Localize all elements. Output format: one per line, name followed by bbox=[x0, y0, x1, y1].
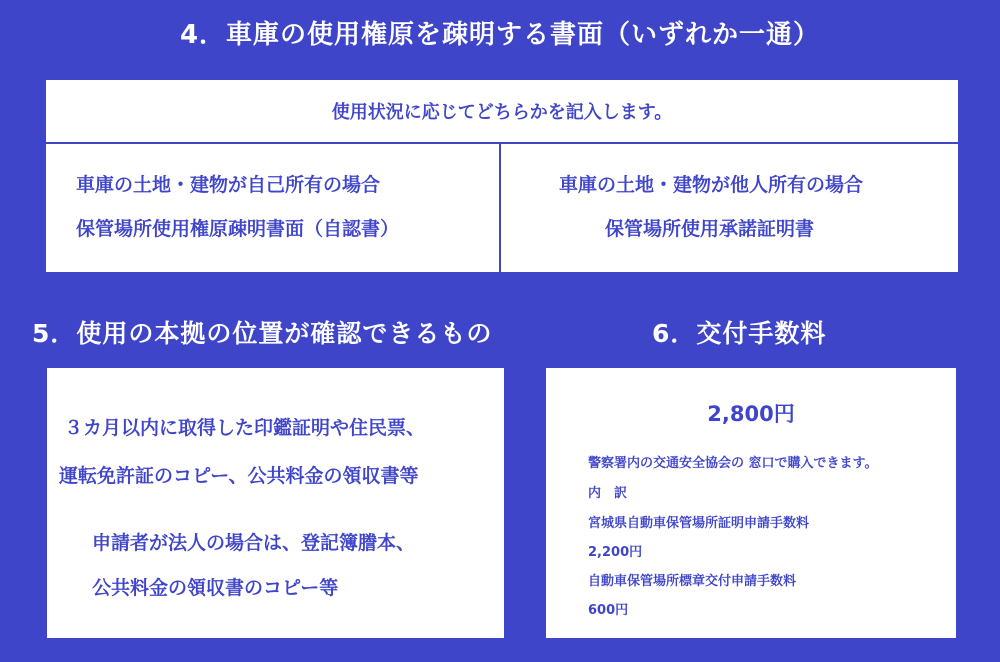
total-fee: 2,800円 bbox=[707, 402, 795, 426]
other-owned-document: 保管場所使用承諾証明書 bbox=[605, 218, 815, 240]
self-owned-case: 車庫の土地・建物が自己所有の場合 bbox=[76, 174, 381, 196]
purchase-note: 警察署内の交通安全協会の 窓口で購入できます。 bbox=[588, 456, 878, 471]
other-owned-case: 車庫の土地・建物が他人所有の場合 bbox=[559, 174, 864, 196]
fee-box bbox=[546, 368, 956, 638]
self-owned-column bbox=[46, 144, 499, 272]
residence-proof-box bbox=[47, 368, 504, 638]
application-fee-label: 宮城県自動車保管場所証明申請手数料 bbox=[588, 516, 810, 531]
residence-proof-line: 運転免許証のコピー、公共料金の領収書等 bbox=[59, 465, 419, 487]
sticker-fee-amount: 600円 bbox=[588, 603, 629, 618]
instruction-text: 使用状況に応じてどちらかを記入します。 bbox=[46, 80, 958, 144]
residence-proof-line: ３カ月以内に取得した印鑑証明や住民票、 bbox=[64, 417, 426, 439]
other-owned-column bbox=[501, 144, 958, 272]
section4-title: 4．車庫の使用権原を疎明する書面（いずれか一通） bbox=[179, 20, 821, 50]
sticker-fee-label: 自動車保管場所標章交付申請手数料 bbox=[588, 574, 797, 589]
section5-title: 5．使用の本拠の位置が確認できるもの bbox=[32, 319, 493, 348]
section6-title: 6．交付手数料 bbox=[652, 319, 827, 348]
breakdown-label: 内 訳 bbox=[588, 486, 628, 501]
garage-rights-box bbox=[46, 80, 958, 272]
self-owned-document: 保管場所使用権原疎明書面（自認書） bbox=[76, 218, 400, 240]
corporate-proof-line: 公共料金の領収書のコピー等 bbox=[92, 577, 339, 599]
application-fee-amount: 2,200円 bbox=[588, 545, 643, 560]
corporate-proof-line: 申請者が法人の場合は、登記簿謄本、 bbox=[92, 532, 416, 554]
